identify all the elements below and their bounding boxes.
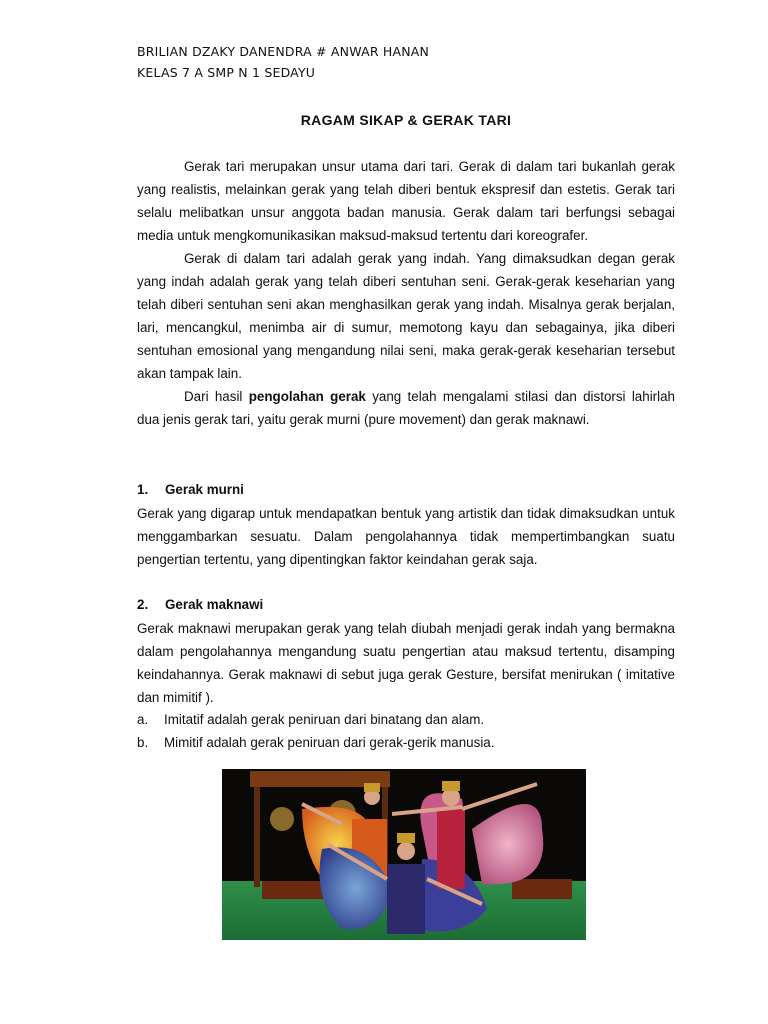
section-2-heading [137,597,263,612]
section-2-title: Gerak maknawi [165,597,264,612]
section-1-body [137,502,675,571]
intro-paragraph-2: Gerak di dalam tari adalah gerak yang indah. Yang dimaksudkan degan gerak yang indah adalah gerak yang telah diberi sentuhan seni. Gerak-gerak keseharian yang telah diberi sentuhan seni akan menghasilkan gerak yang indah. Misalnya gerak berjalan, lari, mencangkul, menimba air di sumur, memotong kayu dan sebagainya, jika diberi sentuhan emosional yang mengandung nilai seni, maka gerak-gerak keseharian tersebut akan tampak lain. [137,251,675,381]
intro-paragraph-1: Gerak tari merupakan unsur utama dari tari. Gerak di dalam tari bukanlah gerak yang realistis, melainkan gerak yang telah diberi bentuk ekspresif dan estetis. Gerak tari selalu melibatkan unsur anggota badan manusia. Gerak dalam tari berfungsi sebagai media untuk mengkomunikasikan maksud-maksud tertentu dari koreografer. [137,159,675,243]
section-2-body [137,617,675,709]
section-2-paragraph: Gerak maknawi merupakan gerak yang telah diubah menjadi gerak indah yang bermakna dalam pengolahannya mengandung suatu pengertian atau maksud tertentu, disamping keindahannya. Gerak maknawi di sebut juga gerak Gesture, bersifat menirukan ( imitative dan mimitif ). [137,621,675,705]
section-2-number: 2. [137,597,149,612]
intro-paragraph-3 [137,385,675,431]
list-item-label: a. [137,712,149,727]
list-item [137,735,675,750]
dancers-photo [222,769,586,940]
list-item-text: Mimitif adalah gerak peniruan dari gerak-gerik manusia. [164,735,495,750]
section-1-paragraph: Gerak yang digarap untuk mendapatkan bentuk yang artistik dan tidak dimaksudkan untuk menggambarkan sesuatu. Dalam pengolahannya tidak mempertimbangkan suatu pengertian tertentu, yang dipentingkan faktor keindahan gerak saja. [137,506,675,567]
class-line: KELAS 7 A SMP N 1 SEDAYU [137,65,316,80]
section-1-number: 1. [137,482,149,497]
list-item-text: Imitatif adalah gerak peniruan dari binatang dan alam. [164,712,485,727]
intro-section [137,155,675,431]
list-item-label: b. [137,735,149,750]
document-title: RAGAM SIKAP & GERAK TARI [300,112,512,128]
section-1-title: Gerak murni [165,482,244,497]
paragraph-3-lead: Dari hasil [184,389,249,404]
list-item [137,712,675,727]
section-1-heading [137,482,244,497]
author-line: BRILIAN DZAKY DANENDRA # ANWAR HANAN [137,44,430,59]
paragraph-3-rest: yang telah mengalami stilasi dan distorsi lahirlah dua jenis gerak tari, yaitu gerak murni (pure movement) dan gerak maknawi. [137,389,675,427]
bold-term: pengolahan gerak [248,389,366,404]
